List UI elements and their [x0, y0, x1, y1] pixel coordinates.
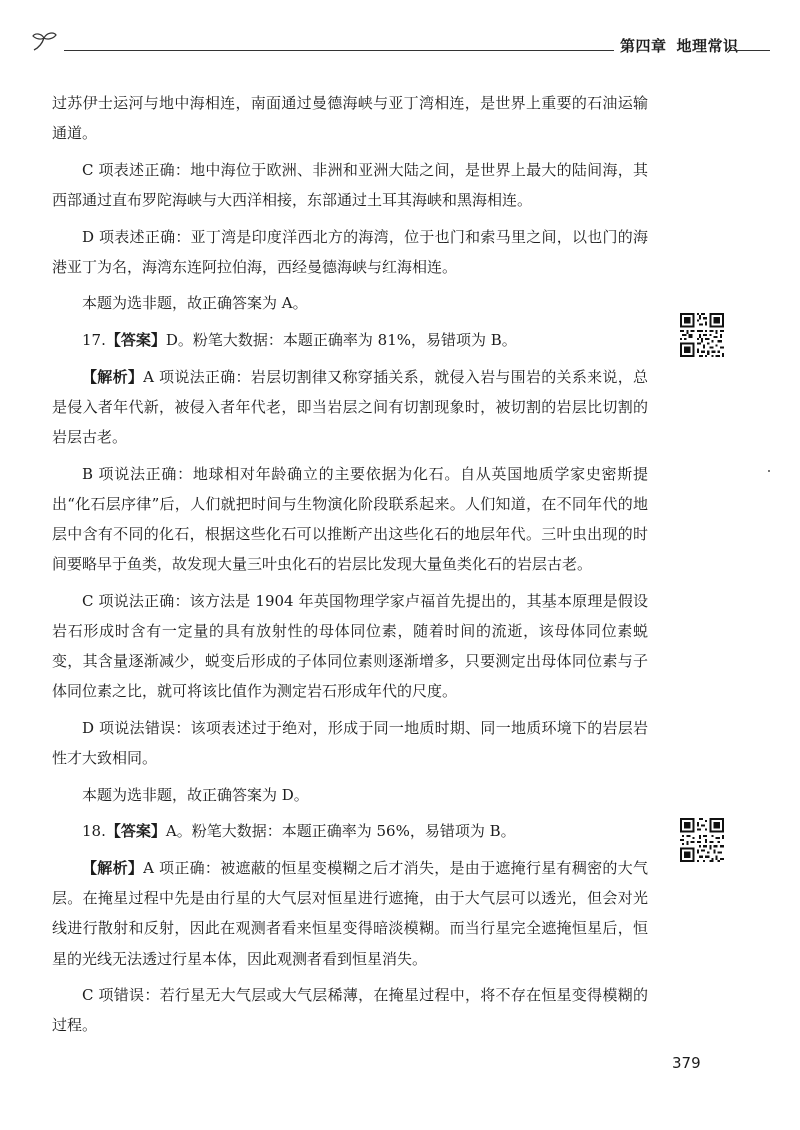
- analysis-paragraph: [52, 362, 648, 453]
- analysis-tag: 【解析】: [82, 858, 144, 877]
- chapter-title: 地理常识: [676, 37, 739, 55]
- analysis-tag: 【解析】: [82, 367, 144, 386]
- paragraph: [52, 222, 648, 282]
- paragraph: [52, 459, 648, 580]
- chapter-heading: [620, 35, 739, 56]
- leaf-sprout-icon: [30, 30, 66, 54]
- paragraph-text: 本题为选非题，故正确答案为 D。: [82, 785, 309, 804]
- answer-text: A。粉笔大数据：本题正确率为 56%，易错项为 B。: [165, 822, 516, 841]
- question-number: 17.: [82, 330, 106, 349]
- page-number: 379: [672, 1054, 701, 1072]
- paragraph-text: D 项说法错误：该项表述过于绝对，形成于同一地质时期、同一地质环境下的岩层岩性才大致相同。: [52, 718, 648, 768]
- paragraph-text: A 项正确：被遮蔽的恒星变模糊之后才消失，是由于遮掩行星有稠密的大气层。在掩星过程中先是由行星的大气层对恒星进行遮掩，由于大气层可以透光，但会对光线进行散射和反射，因此在观测者看来恒星变得暗淡模糊。而当行星完全遮掩恒星后，恒星的光线无法透过行星本体，因此观测者看到恒星消失。: [52, 858, 648, 968]
- chapter-label: 第四章: [620, 37, 667, 55]
- answer-line-18: [52, 816, 648, 846]
- header-rule-left: [64, 50, 614, 51]
- paragraph: [52, 155, 648, 215]
- qr-code-icon[interactable]: [680, 313, 724, 357]
- paragraph-text: 本题为选非题，故正确答案为 A。: [82, 294, 308, 313]
- answer-text: D。粉笔大数据：本题正确率为 81%，易错项为 B。: [165, 330, 517, 349]
- analysis-paragraph: [52, 853, 648, 974]
- paragraph-text: C 项说法正确：该方法是 1904 年英国物理学家卢福首先提出的，其基本原理是假设岩石形成时含有一定量的具有放射性的母体同位素，随着时间的流逝，该母体同位素蜕变，其含量逐渐减少，蜕变后形成的子体同位素则逐渐增多，只要测定出母体同位素与子体同位素之比，就可将该比值作为测定岩石形成年代的尺度。: [52, 591, 648, 701]
- paragraph: [52, 88, 648, 148]
- paragraph: [52, 586, 648, 707]
- page-header: [30, 30, 770, 56]
- paragraph: [52, 980, 648, 1040]
- paragraph-text: C 项错误：若行星无大气层或大气层稀薄，在掩星过程中，将不存在恒星变得模糊的过程。: [52, 986, 648, 1035]
- paragraph: [52, 780, 648, 810]
- answer-tag: 【答案】: [105, 822, 166, 841]
- paragraph: [52, 713, 648, 773]
- scan-speck: [768, 470, 770, 472]
- answer-tag: 【答案】: [105, 330, 166, 349]
- paragraph: [52, 288, 648, 318]
- paragraph-text: D 项表述正确：亚丁湾是印度洋西北方的海湾，位于也门和索马里之间，以也门的海港亚丁为名，海湾东连阿拉伯海，西经曼德海峡与红海相连。: [52, 227, 648, 276]
- paragraph-text: 过苏伊士运河与地中海相连，南面通过曼德海峡与亚丁湾相连，是世界上重要的石油运输通道。: [52, 94, 648, 143]
- qr-code-icon[interactable]: [680, 818, 724, 862]
- question-number: 18.: [82, 822, 106, 841]
- paragraph-text: C 项表述正确：地中海位于欧洲、非洲和亚洲大陆之间，是世界上最大的陆间海，其西部通过直布罗陀海峡与大西洋相接，东部通过土耳其海峡和黑海相连。: [52, 160, 648, 209]
- paragraph-text: A 项说法正确：岩层切割律又称穿插关系，就侵入岩与围岩的关系来说，总是侵入者年代新，被侵入者年代老，即当岩层之间有切割现象时，被切割的岩层比切割的岩层古老。: [52, 367, 648, 446]
- paragraph-text: B 项说法正确：地球相对年龄确立的主要依据为化石。自从英国地质学家史密斯提出“化石层序律”后，人们就把时间与生物演化阶段联系起来。人们知道，在不同年代的地层中含有不同的化石，根据这些化石可以推断产出这些化石的地层年代。三叶虫出现的时间要略早于鱼类，故发现大量三叶虫化石的岩层比发现大量鱼类化石的岩层古老。: [52, 464, 648, 574]
- answer-line-17: [52, 325, 648, 355]
- page-body: [52, 88, 648, 1041]
- header-rule-right: [730, 50, 770, 51]
